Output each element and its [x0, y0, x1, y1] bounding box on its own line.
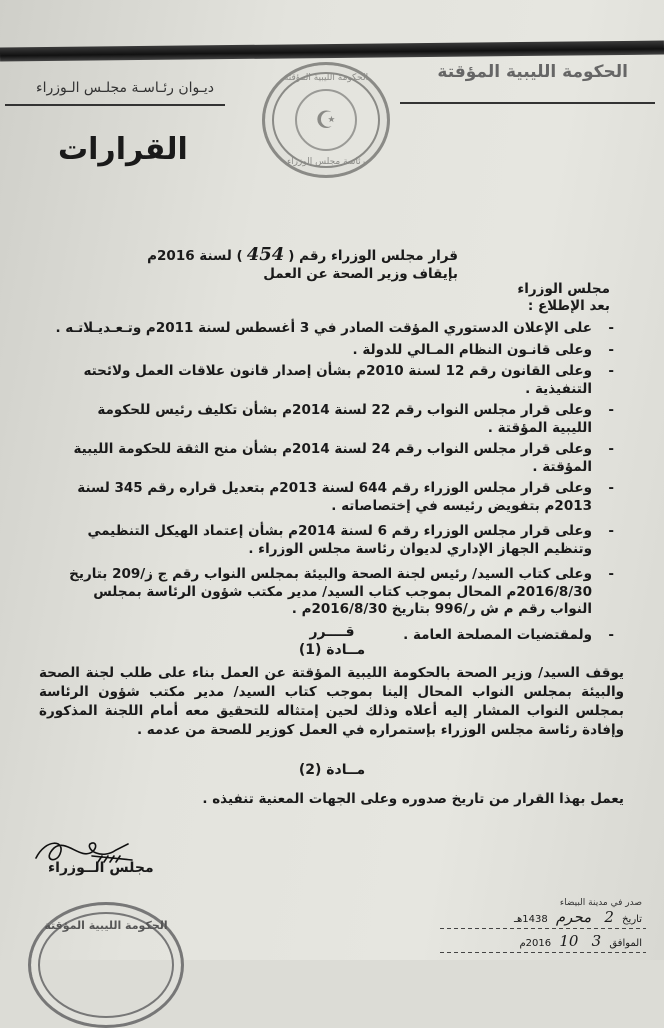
preamble-item: - وعلى قرار مجلس الوزراء رقم 644 لسنة 2013م بتعديل قراره رقم 345 لسنة 2013م بتفويض رئيسه في إختصاصاته . — [77, 480, 614, 514]
issue-date-box — [440, 906, 646, 954]
preamble-item: - على الإعلان الدستوري المؤقت الصادر في 3 أغسطس لسنة 2011م وتـعـديـلاتـه . — [55, 320, 614, 336]
article-1-heading: مــادة (1) — [298, 642, 366, 658]
header-divider-left — [5, 104, 225, 106]
gregorian-date: الموافق 3 10 2016م — [519, 932, 642, 950]
crescent-star-icon: ☪ — [295, 89, 357, 151]
article-2-heading: مــادة (2) — [298, 762, 366, 778]
seal-top-text: الحكومة الليبية المؤقتة — [283, 73, 369, 83]
signatory-label: مجلس الــوزراء — [48, 860, 154, 876]
preamble-item: - وعلى قانـون النظام المـالي للدولة . — [352, 341, 614, 358]
preamble-item: - وعلى كتاب السيد/ رئيس لجنة الصحة والبيئة بمجلس النواب رقم ج ز/209 بتاريخ 2016/8/30م المحال بموجب كتاب السيد/ مدير مكتب شؤون الرئاسة بمجلس النواب رقم م ش ر/996 بتاريخ 2016/8/30م . — [69, 566, 614, 617]
stamp-text: الحكومة الليبية المؤقتة — [44, 919, 168, 932]
after-reading-heading: بعد الإطلاع : — [527, 298, 610, 314]
decision-title — [147, 244, 458, 265]
council-heading: مجلس الوزراء — [517, 281, 610, 297]
preamble-item: - وعلى قرار مجلس النواب رقم 22 لسنة 2014م بشأن تكليف رئيس للحكومة الليبية المؤقتة . — [97, 402, 614, 436]
decision-number: 454 — [246, 244, 285, 265]
preamble-item: - ولمقتضيات المصلحة العامة . — [403, 626, 614, 643]
issue-place: صدر في مدينة البيضاء — [559, 898, 642, 908]
government-name: الحكومة الليبية المؤقتة — [437, 62, 628, 82]
header-divider-right — [400, 102, 655, 104]
preamble-list — [54, 320, 614, 644]
official-stamp-icon — [28, 902, 184, 1028]
section-title: القرارات — [58, 132, 188, 167]
emblem-seal-icon — [262, 62, 390, 178]
decision-subject: بإيقاف وزير الصحة عن العمل — [263, 266, 458, 282]
decides-heading: قــــرر — [309, 624, 355, 640]
decision-title-prefix: قرار مجلس الوزراء رقم ( — [288, 248, 458, 264]
preamble-item: - وعلى القانون رقم 12 لسنة 2010م بشأن إصدار قانون علاقات العمل ولائحته التنفيذية . — [83, 363, 614, 397]
preamble-item: - وعلى قرار مجلس النواب رقم 24 لسنة 2014م بشأن منح الثقة للحكومة الليبية المؤقتة . — [73, 441, 614, 475]
article-2-text: يعمل بهذا القرار من تاريخ صدوره وعلى الجهات المعنية تنفيذه . — [202, 791, 624, 807]
article-1-text: يوقف السيد/ وزير الصحة بالحكومة الليبية المؤقتة عن العمل بناء على طلب لجنة الصحة والبيئة بمجلس النواب المحال إلينا بموجب كتاب السيد/ مدير مكتب شؤون الرئاسة بمجلس النواب المشار إليه أعلاه وذلك لحين إمتثاله للتحقيق معه أمام اللجنة المذكورة وإفادة رئاسة مجلس الوزراء بإستمراره في العمل كوزير للصحة من عدمه . — [39, 665, 624, 738]
hijri-date: تاريخ 2 محرم 1438هـ — [514, 908, 642, 926]
office-name: ديـوان رئـاسـة مجلـس الـوزراء — [36, 80, 214, 96]
decision-title-suffix: ) لسنة 2016م — [147, 248, 243, 264]
seal-bottom-text: رئاسة مجلس الوزراء — [286, 157, 366, 167]
preamble-item: - وعلى قرار مجلس الوزراء رقم 6 لسنة 2014م بشأن إعتماد الهيكل التنظيمي وتنظيم الجهاز الإداري لديوان رئاسة مجلس الوزراء . — [87, 523, 614, 557]
header-bar — [0, 41, 664, 62]
